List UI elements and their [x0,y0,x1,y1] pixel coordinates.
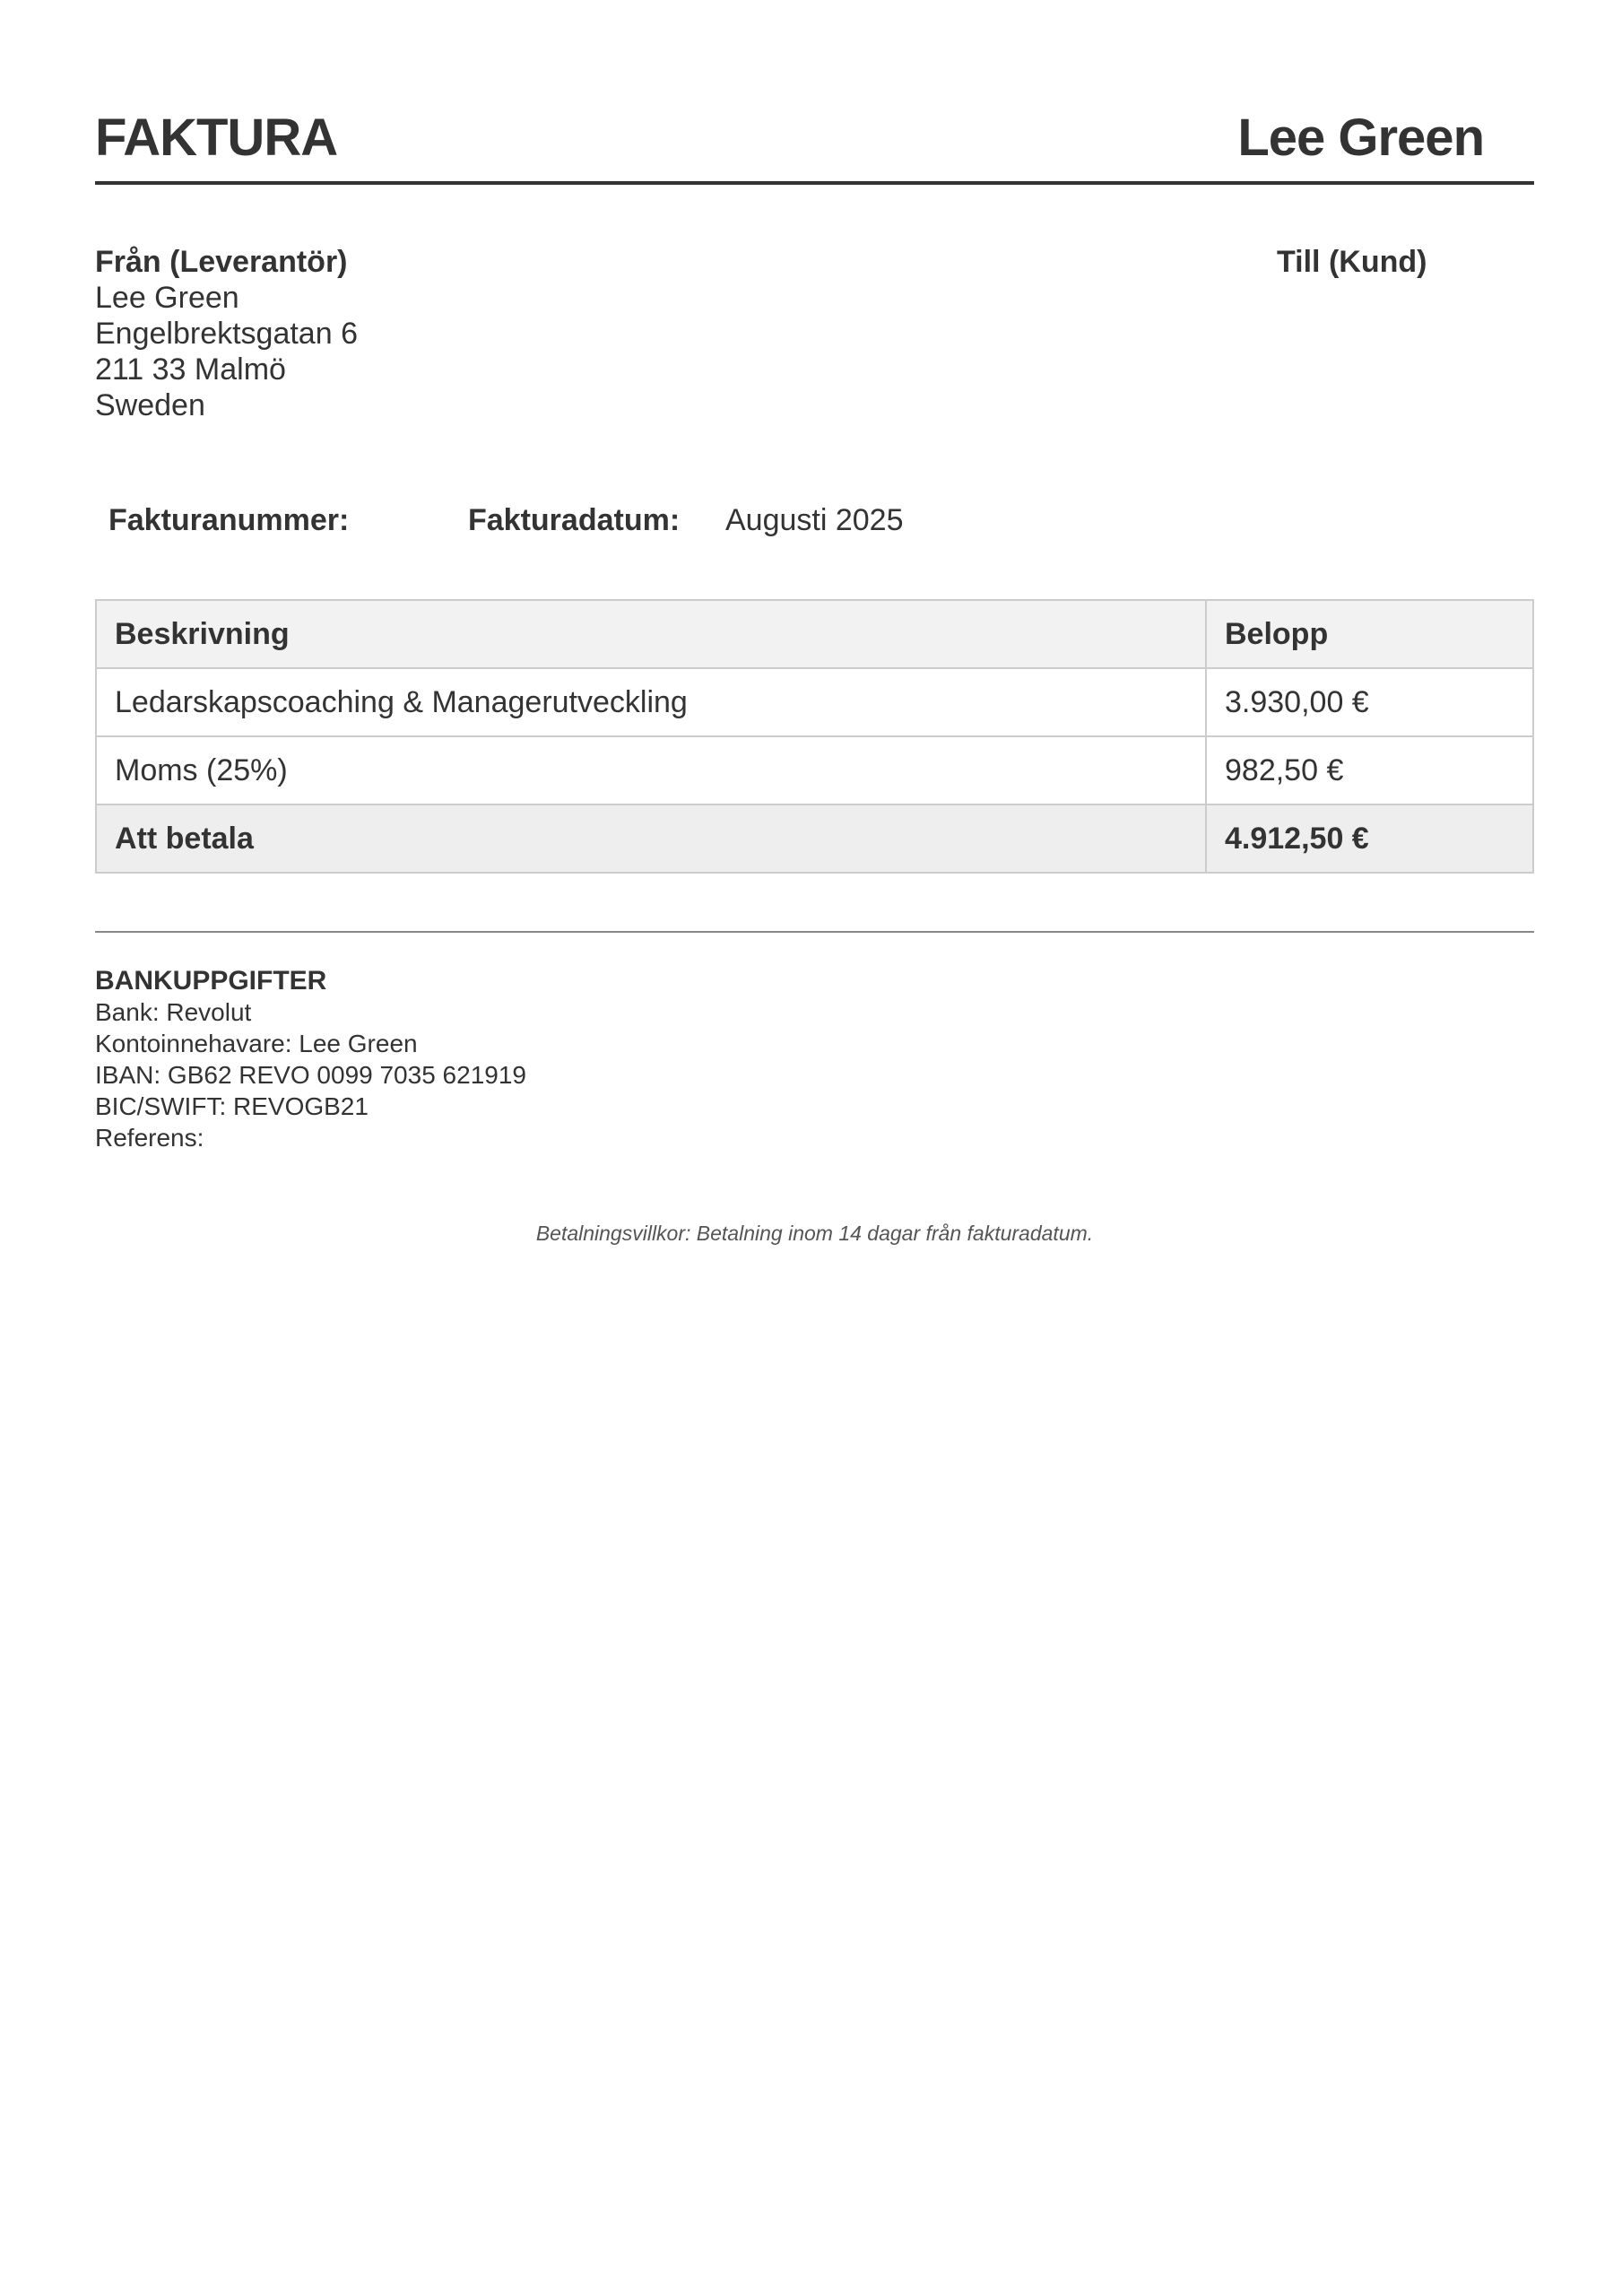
supplier-city: 211 33 Malmö [95,352,286,387]
row-description: Ledarskapscoaching & Managerutveckling [96,668,1206,736]
iban: IBAN: GB62 REVO 0099 7035 621919 [95,1061,526,1089]
customer-block [1277,244,1427,280]
supplier-street: Engelbrektsgatan 6 [95,317,358,351]
invoice-number-label: Fakturanummer: [108,503,350,537]
table-header-row [96,600,1533,668]
table-row [96,668,1533,736]
section-divider [95,931,1534,933]
document-title: FAKTURA [95,109,338,167]
header-supplier-name: Lee Green [1237,109,1484,167]
column-header-amount: Belopp [1206,600,1533,668]
row-amount: 3.930,00 € [1206,668,1533,736]
total-amount: 4.912,50 € [1206,804,1533,873]
reference: Referens: [95,1124,204,1152]
bank-details-title: BANKUPPGIFTER [95,966,327,996]
supplier-country: Sweden [95,388,205,422]
bank-name: Bank: Revolut [95,998,252,1026]
invoice-date-label: Fakturadatum: [468,503,681,537]
account-holder: Kontoinnehavare: Lee Green [95,1030,418,1057]
bank-details [95,965,526,1153]
bic-swift: BIC/SWIFT: REVOGB21 [95,1092,369,1120]
invoice-header [95,106,1534,185]
invoice-date-value: Augusti 2025 [725,503,904,537]
total-label: Att betala [96,804,1206,873]
supplier-block [95,244,358,423]
row-amount: 982,50 € [1206,736,1533,804]
invoice-meta [108,500,1453,540]
line-items-table [95,599,1534,874]
invoice-page [95,0,1534,2296]
total-row [96,804,1533,873]
column-header-description: Beskrivning [96,600,1206,668]
table-row [96,736,1533,804]
supplier-label: Från (Leverantör) [95,245,348,279]
payment-terms: Betalningsvillkor: Betalning inom 14 dagar från fakturadatum. [535,1222,1094,1245]
row-description: Moms (25%) [96,736,1206,804]
supplier-name: Lee Green [95,281,239,315]
customer-label: Till (Kund) [1277,245,1427,279]
